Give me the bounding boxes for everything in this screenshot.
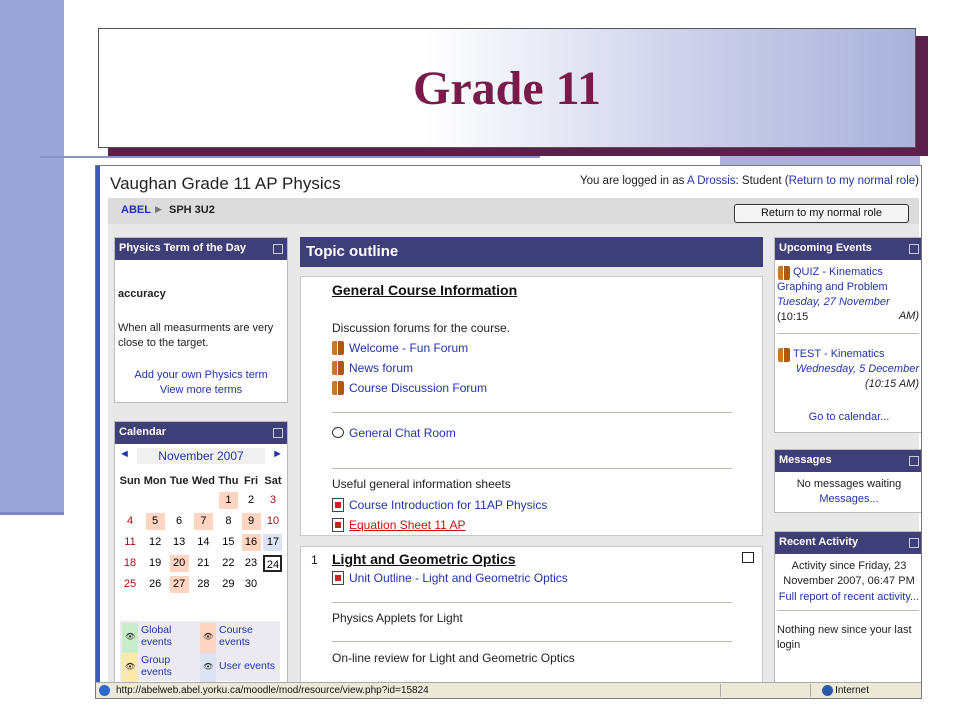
calendar-legend bbox=[120, 621, 280, 681]
section-title: Light and Geometric Optics bbox=[332, 551, 516, 567]
event-date: Wednesday, 5 December bbox=[795, 363, 919, 375]
section-text: Physics Applets for Light bbox=[332, 611, 463, 625]
calendar-week bbox=[118, 553, 284, 574]
login-prefix: You are logged in as bbox=[579, 175, 685, 187]
term-of-day-block bbox=[114, 237, 288, 403]
forum-icon bbox=[332, 341, 344, 355]
event-link-quiz-cont[interactable]: Graphing and Problem bbox=[777, 281, 888, 293]
eye-icon[interactable]: 👁 bbox=[203, 662, 214, 671]
calendar-day: 12 bbox=[148, 536, 162, 548]
security-zone: Internet bbox=[835, 685, 869, 696]
calendar-day bbox=[118, 490, 142, 511]
calendar-grid bbox=[118, 472, 284, 595]
status-url: http://abelweb.abel.yorku.ca/moodle/mod/resource/view.php?id=15824 bbox=[116, 685, 429, 696]
weekday: Thu bbox=[218, 475, 239, 487]
nothing-new-text-cont: login bbox=[777, 639, 801, 651]
calendar-week bbox=[118, 532, 284, 553]
calendar-day-event[interactable]: 9 bbox=[240, 511, 262, 532]
divider bbox=[332, 412, 732, 413]
forums-description: Discussion forums for the course. bbox=[332, 321, 511, 335]
login-role: : Student ( bbox=[735, 175, 789, 187]
page-icon bbox=[99, 685, 110, 696]
navbar bbox=[108, 197, 919, 224]
messages-block bbox=[774, 449, 922, 513]
highlight-toggle-icon[interactable] bbox=[742, 552, 754, 563]
hide-block-icon[interactable] bbox=[909, 244, 919, 254]
goto-calendar-link[interactable]: Go to calendar... bbox=[808, 411, 890, 423]
resource-link-equation-sheet[interactable]: Equation Sheet 11 AP bbox=[349, 518, 466, 532]
weekday: Sun bbox=[119, 475, 141, 487]
block-header bbox=[115, 238, 287, 260]
calendar-day: 14 bbox=[197, 536, 210, 548]
activity-since-date: November 2007, 06:47 PM bbox=[783, 575, 915, 587]
calendar-day: 30 bbox=[244, 578, 258, 590]
messages-link[interactable]: Messages... bbox=[819, 493, 879, 505]
eye-icon[interactable]: 👁 bbox=[125, 662, 136, 671]
divider bbox=[332, 641, 732, 642]
weekday: Sat bbox=[264, 475, 282, 487]
block-title: Physics Term of the Day bbox=[119, 242, 246, 254]
weekday: Fri bbox=[243, 475, 259, 487]
calendar-day: 23 bbox=[244, 557, 258, 569]
weekday: Tue bbox=[169, 475, 189, 487]
block-header bbox=[775, 532, 922, 554]
block-title: Upcoming Events bbox=[779, 242, 872, 254]
nothing-new-text: Nothing new since your last bbox=[777, 624, 912, 636]
divider bbox=[777, 610, 919, 611]
calendar-day: 8 bbox=[225, 515, 232, 527]
term-word: accuracy bbox=[118, 288, 166, 300]
calendar-day: 11 bbox=[124, 536, 136, 548]
messages-status: No messages waiting bbox=[796, 478, 902, 490]
view-terms-link[interactable]: View more terms bbox=[159, 384, 243, 396]
hide-block-icon[interactable] bbox=[273, 428, 283, 438]
event-date: Tuesday, 27 November (10:15 bbox=[777, 296, 890, 323]
eye-icon[interactable]: 👁 bbox=[203, 632, 214, 641]
slide-title-box bbox=[98, 28, 916, 148]
quiz-icon bbox=[778, 266, 790, 280]
login-user-link[interactable]: A Drossis bbox=[686, 175, 736, 187]
calendar-day: 13 bbox=[172, 536, 186, 548]
activity-since: Activity since Friday, 23 bbox=[791, 560, 907, 572]
calendar-day bbox=[262, 574, 284, 595]
calendar-day: 3 bbox=[269, 494, 277, 506]
calendar-day bbox=[190, 490, 217, 511]
pdf-icon bbox=[332, 498, 344, 512]
test-icon bbox=[778, 348, 790, 362]
block-header bbox=[115, 422, 287, 444]
event-link-test[interactable]: TEST - Kinematics bbox=[793, 348, 885, 360]
browser-status-bar bbox=[96, 682, 921, 698]
site-header bbox=[100, 166, 921, 196]
calendar-week bbox=[118, 511, 284, 532]
login-suffix: ) bbox=[915, 175, 919, 187]
calendar-day-today[interactable]: 24 bbox=[262, 553, 284, 574]
block-title: Messages bbox=[779, 454, 832, 466]
calendar-week bbox=[118, 490, 284, 511]
calendar-month[interactable]: November 2007 bbox=[137, 448, 265, 464]
browser-screenshot bbox=[95, 165, 922, 699]
slide-title: Grade 11 bbox=[413, 61, 601, 115]
legend-global[interactable]: Global events bbox=[141, 624, 172, 648]
section-text: On-line review for Light and Geometric Optics bbox=[332, 651, 575, 665]
event-link-quiz[interactable]: QUIZ - Kinematics bbox=[793, 266, 883, 278]
divider bbox=[777, 333, 919, 334]
moodle-page bbox=[96, 166, 921, 682]
chat-icon bbox=[332, 427, 344, 438]
breadcrumb-course: SPH 3U2 bbox=[169, 204, 215, 216]
forum-link-news[interactable]: News forum bbox=[349, 361, 414, 375]
upcoming-events-block bbox=[774, 237, 922, 433]
calendar-day: 6 bbox=[176, 515, 183, 527]
calendar-day: 10 bbox=[266, 515, 280, 527]
calendar-day-event[interactable]: 1 bbox=[217, 490, 240, 511]
calendar-day: 21 bbox=[197, 557, 210, 569]
divider bbox=[332, 468, 732, 469]
calendar-day: 26 bbox=[148, 578, 162, 590]
calendar-day-event[interactable]: 16 bbox=[240, 532, 262, 553]
return-role-button[interactable]: Return to my normal role bbox=[734, 204, 909, 223]
section-1 bbox=[300, 546, 763, 686]
legend-group[interactable]: Group events bbox=[141, 654, 172, 678]
calendar-day: 25 bbox=[123, 578, 137, 590]
add-term-link[interactable]: Add your own Physics term bbox=[134, 369, 268, 381]
calendar-day: 19 bbox=[148, 557, 162, 569]
eye-icon[interactable]: 👁 bbox=[125, 632, 136, 641]
calendar-nav bbox=[115, 448, 287, 464]
recent-activity-block bbox=[774, 531, 922, 685]
full-report-link[interactable]: Full report of recent activity... bbox=[778, 591, 920, 603]
pdf-icon bbox=[332, 518, 344, 532]
calendar-day bbox=[168, 490, 190, 511]
forum-icon bbox=[332, 361, 344, 375]
divider bbox=[332, 602, 732, 603]
resource-link-unit-outline[interactable]: Unit Outline - Light and Geometric Optics bbox=[349, 571, 568, 585]
calendar-block bbox=[114, 421, 288, 685]
forum-link-discussion[interactable]: Course Discussion Forum bbox=[349, 381, 488, 395]
forum-icon bbox=[332, 381, 344, 395]
calendar-day bbox=[142, 490, 168, 511]
sheets-description: Useful general information sheets bbox=[332, 477, 511, 491]
calendar-day: 2 bbox=[247, 494, 255, 506]
calendar-day: 22 bbox=[222, 557, 235, 569]
topic-outline-header: Topic outline bbox=[300, 237, 763, 267]
section-number: 1 bbox=[311, 553, 318, 567]
block-title: Recent Activity bbox=[779, 536, 859, 548]
event-time: (10:15 AM) bbox=[864, 378, 919, 390]
section-title: General Course Information bbox=[332, 282, 518, 298]
slide-left-bar bbox=[0, 0, 64, 512]
slide-divider bbox=[40, 156, 540, 158]
block-title: Calendar bbox=[119, 426, 167, 438]
resource-link-intro[interactable]: Course Introduction for 11AP Physics bbox=[349, 498, 548, 512]
block-header bbox=[775, 450, 922, 472]
chat-room-link[interactable]: General Chat Room bbox=[349, 426, 456, 440]
calendar-day: 28 bbox=[197, 578, 210, 590]
calendar-day-event[interactable]: 5 bbox=[142, 511, 168, 532]
term-definition: When all measurments are very close to the target. bbox=[118, 322, 274, 349]
breadcrumb-home[interactable]: ABEL bbox=[121, 204, 151, 216]
breadcrumb-separator-icon: ▶ bbox=[155, 204, 162, 214]
hide-block-icon[interactable] bbox=[909, 538, 919, 548]
status-separator bbox=[720, 684, 721, 697]
weekday: Mon bbox=[143, 475, 167, 487]
weekday: Wed bbox=[191, 475, 215, 487]
calendar-day-event[interactable]: 27 bbox=[168, 574, 190, 595]
return-role-link[interactable]: Return to my normal role bbox=[788, 175, 916, 187]
slide-left-bar-shadow bbox=[0, 512, 64, 515]
legend-course[interactable]: Course events bbox=[219, 624, 253, 648]
forum-link-welcome[interactable]: Welcome - Fun Forum bbox=[349, 341, 469, 355]
calendar-day: 29 bbox=[222, 578, 235, 590]
general-section bbox=[300, 276, 763, 536]
internet-zone-icon bbox=[822, 685, 833, 696]
legend-user[interactable]: User events bbox=[219, 660, 276, 672]
calendar-day-event[interactable]: 7 bbox=[190, 511, 217, 532]
status-separator bbox=[810, 684, 811, 697]
hide-block-icon[interactable] bbox=[273, 244, 283, 254]
login-info bbox=[580, 175, 919, 187]
calendar-day: 4 bbox=[126, 515, 134, 527]
weekday-row bbox=[118, 472, 284, 490]
prev-month-icon[interactable]: ◄ bbox=[119, 448, 130, 460]
site-title: Vaughan Grade 11 AP Physics bbox=[110, 174, 341, 193]
event-time: AM) bbox=[898, 310, 919, 322]
calendar-day-event[interactable]: 17 bbox=[262, 532, 284, 553]
next-month-icon[interactable]: ► bbox=[272, 448, 283, 460]
hide-block-icon[interactable] bbox=[909, 456, 919, 466]
calendar-week bbox=[118, 574, 284, 595]
block-header bbox=[775, 238, 922, 260]
calendar-day: 15 bbox=[222, 536, 235, 548]
calendar-day-event[interactable]: 20 bbox=[168, 553, 190, 574]
calendar-day: 18 bbox=[123, 557, 137, 569]
pdf-icon bbox=[332, 571, 344, 585]
